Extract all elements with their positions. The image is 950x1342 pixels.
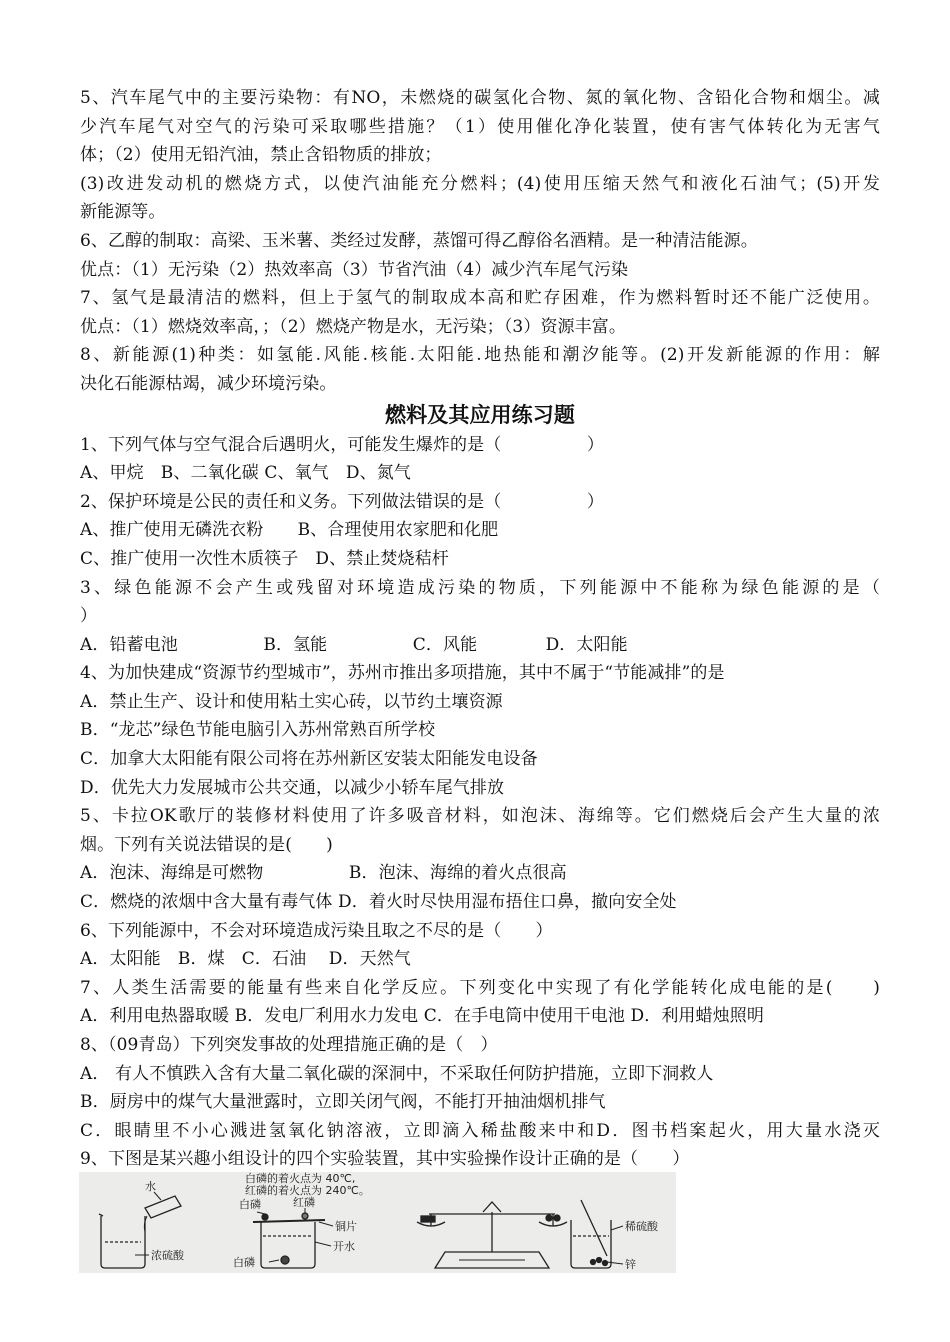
question-line: 1、下列气体与空气混合后遇明火，可能发生爆炸的是（ ） [80,434,604,455]
question-line: C．燃烧的浓烟中含大量有毒气体 D．着火时尽快用湿布捂住口鼻，撤向安全处 [80,892,677,913]
question-line: A．铅蓄电池 B．氢能 C．风能 D．太阳能 [80,634,628,655]
question-line: A．泡沫、海绵是可燃物 B．泡沫、海绵的着火点很高 [80,863,567,884]
note-line: 7、氢气是最清洁的燃料，但上于氢气的制取成本高和贮存困难，作为燃料暂时还不能广泛使用。 [80,288,880,309]
note-line: 决化石能源枯竭，减少环境污染。 [80,373,337,394]
experiment-c-balance [417,1202,567,1268]
note-white-p-ignition: 白磷的着火点为 40℃, [245,1172,356,1185]
experiment-d-zinc-acid [571,1200,623,1268]
question-line: 7、人类生活需要的能量有些来自化学反应。下列变化中实现了有化学能转化成电能的是( ) [80,977,880,998]
question-line: 9、下图是某兴趣小组设计的四个实验装置，其中实验操作设计正确的是（ ） [80,1149,690,1170]
reagent-bottle-icon [145,1196,181,1218]
question-line: A、推广使用无磷洗衣粉 B、合理使用农家肥和化肥 [80,520,499,541]
question-line: C．眼睛里不小心溅进氢氧化钠溶液，立即滴入稀盐酸来中和D．图书档案起火，用大量水浇灭 [80,1120,880,1141]
note-line: 少汽车尾气对空气的污染可采取哪些措施？（1）使用催化净化装置，使有害气体转化为无害气 [80,116,880,137]
note-line: 5、汽车尾气中的主要污染物：有NO，未燃烧的碳氢化合物、氮的氧化物、含铅化合物和烟尘。减 [80,88,880,108]
note-line: 体；（2）使用无铅汽油，禁止含铅物质的排放； [80,145,442,166]
label-white-p-top: 白磷 [239,1198,261,1211]
label-zinc: 锌 [625,1258,636,1271]
note-line: 优点：（1）无污染（2）热效率高（3）节省汽油（4）减少汽车尾气污染 [80,259,629,280]
note-line: (3)改进发动机的燃烧方式，以使汽油能充分燃料；(4)使用压缩天然气和液化石油气；(5)开发 [80,173,880,194]
note-line: 6、乙醇的制取：高梁、玉米薯、类经过发酵，蒸馏可得乙醇俗名酒精。是一种清洁能源。 [80,230,758,251]
label-copper: 铜片 [335,1220,357,1233]
label-white-p-bottom: 白磷 [233,1256,255,1269]
label-hot-water: 开水 [333,1240,355,1253]
question-line: B．“龙芯”绿色节能电脑引入苏州常熟百所学校 [80,720,436,741]
question-line: B．厨房中的煤气大量泄露时，立即关闭气阀，不能打开抽油烟机排气 [80,1092,606,1113]
question-line: C、推广使用一次性木质筷子 D、禁止焚烧秸杆 [80,548,449,569]
question-line: D．优先大力发展城市公共交通，以减少小轿车尾气排放 [80,777,505,798]
question-line: 3、绿色能源不会产生或残留对环境造成污染的物质，下列能源中不能称为绿色能源的是（ [80,577,880,598]
label-red-p: 红磷 [293,1196,315,1209]
experiment-b-phosphorus [253,1208,333,1268]
exercise-title: 燃料及其应用练习题 [385,402,575,427]
question-line: 2、保护环境是公民的责任和义务。下列做法错误的是（ ） [80,491,604,512]
note-red-p-ignition: 红磷的着火点为 240℃。 [245,1184,370,1197]
question-line: A．禁止生产、设计和使用粘土实心砖，以节约土壤资源 [80,691,503,712]
question-line: ） [80,606,98,627]
experiment-diagrams [79,1172,676,1273]
document-text [80,84,880,1174]
label-water: 水 [145,1180,156,1193]
question-line: A．太阳能 B．煤 C．石油 D．天然气 [80,949,411,970]
question-line: C．加拿大太阳能有限公司将在苏州新区安装太阳能发电设备 [80,749,538,770]
question-line: A．利用电热器取暖 B．发电厂利用水力发电 C．在手电筒中使用干电池 D．利用蜡烛照明 [80,1006,764,1027]
note-line: 优点：（1）燃烧效率高，；（2）燃烧产物是水，无污染；（3）资源丰富。 [80,316,626,337]
label-dilute-acid: 稀硫酸 [625,1220,658,1233]
question-line: 8、（09青岛）下列突发事故的处理措施正确的是（ ） [80,1035,498,1055]
note-line: 新能源等。 [80,202,166,223]
question-line: A、甲烷 B、二氧化碳 C、氧气 D、氮气 [80,463,411,484]
label-conc-acid: 浓硫酸 [151,1249,184,1262]
experiment-figure [79,1172,676,1273]
question-line: 4、为加快建成“资源节约型城市”，苏州市推出多项措施，其中不属于“节能减排”的是 [80,663,725,684]
note-line: 8、新能源(1)种类：如氢能.风能.核能.太阳能.地热能和潮汐能等。(2)开发新能源的作用：解 [80,345,880,366]
question-line: 5、卡拉OK歌厅的装修材料使用了许多吸音材料，如泡沫、海绵等。它们燃烧后会产生大量的浓 [80,806,880,827]
question-line: 烟。下列有关说法错误的是( ) [80,834,333,855]
question-line: 6、下列能源中，不会对环境造成污染且取之不尽的是（ ） [80,920,553,941]
question-line: A． 有人不慎跌入含有大量二氧化碳的深洞中，不采取任何防护措施，立即下洞救人 [80,1063,714,1084]
